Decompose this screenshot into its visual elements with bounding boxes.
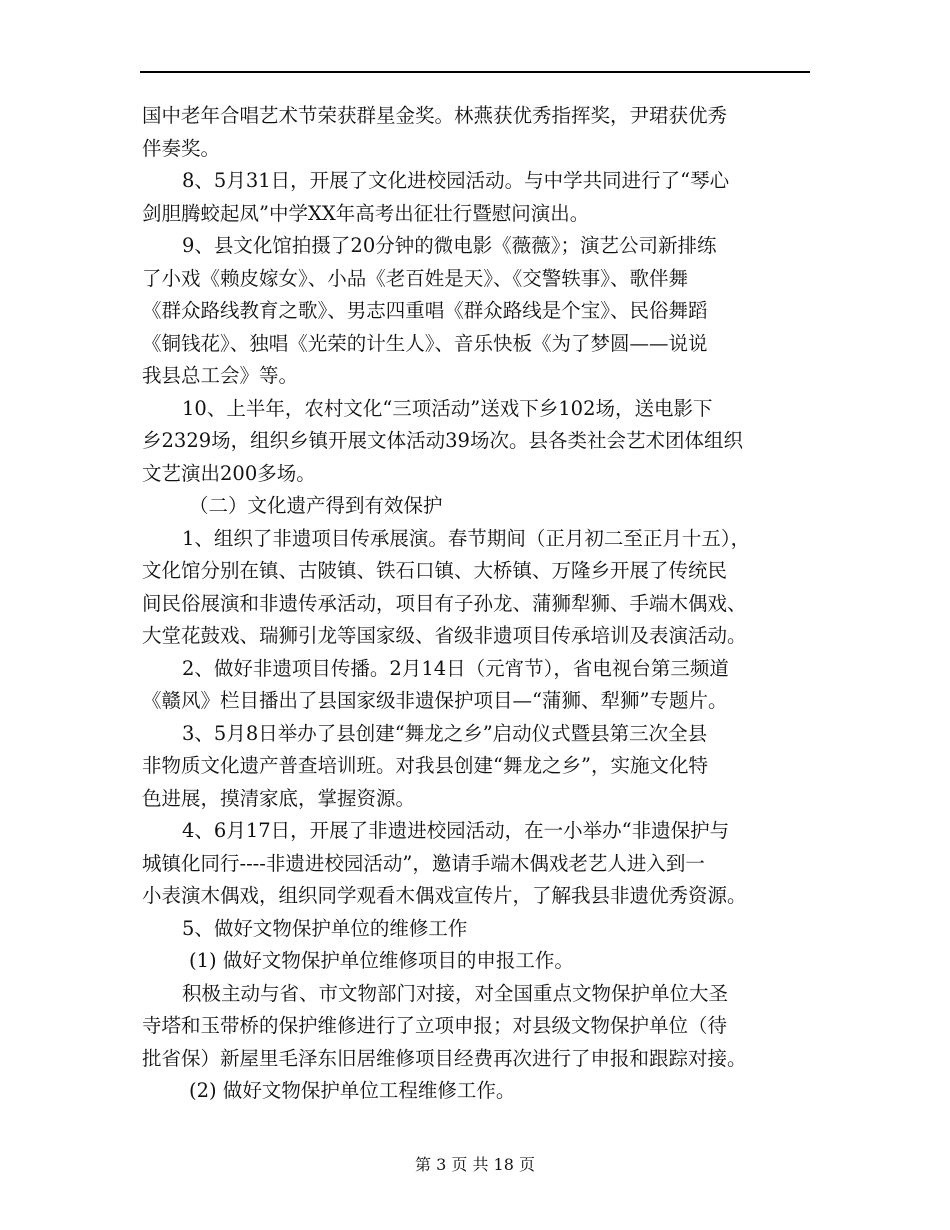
text-line: 色进展，摸清家底，掌握资源。 bbox=[142, 786, 416, 810]
text-line: 了小戏《赖皮嫁女》、小品《老百姓是天》、《交警轶事》、歌伴舞 bbox=[142, 266, 689, 290]
text-line: 10、上半年，农村文化“三项活动”送戏下乡102场，送电影下 bbox=[182, 396, 713, 420]
text-line: (1) 做好文物保护单位维修项目的申报工作。 bbox=[189, 949, 574, 972]
text-line: (2) 做好文物保护单位工程维修工作。 bbox=[189, 1079, 516, 1102]
text-line: 3、5月8日举办了县创建“舞龙之乡”启动仪式暨县第三次全县 bbox=[182, 721, 708, 745]
text-line: 《铜钱花》、独唱《光荣的计生人》、音乐快板《为了梦圆——说说 bbox=[142, 331, 708, 355]
text-line: 积极主动与省、市文物部门对接，对全国重点文物保护单位大圣 bbox=[182, 981, 729, 1005]
text-line: 乡2329场，组织乡镇开展文体活动39场次。县各类社会艺术团体组织 bbox=[142, 429, 743, 452]
text-line: 非物质文化遗产普查培训班。对我县创建“舞龙之乡”，实施文化特 bbox=[142, 754, 708, 777]
text-line: 批省保）新屋里毛泽东旧居维修项目经费再次进行了申报和跟踪对接。 bbox=[142, 1046, 747, 1070]
text-line: 小表演木偶戏，组织同学观看木偶戏宣传片，了解我县非遗优秀资源。 bbox=[142, 884, 747, 907]
text-line: 文艺演出200多场。 bbox=[142, 461, 316, 485]
text-line: 1、组织了非遗项目传承展演。春节期间（正月初二至正月十五）， bbox=[182, 526, 751, 550]
document-body bbox=[142, 100, 812, 1108]
text-line: 间民俗展演和非遗传承活动，项目有子孙龙、蒲狮犁狮、手端木偶戏、 bbox=[142, 591, 747, 615]
text-line: 伴奏奖。 bbox=[142, 136, 221, 160]
text-line: （二）文化遗产得到有效保护 bbox=[189, 494, 443, 517]
text-line: 《赣风》栏目播出了县国家级非遗保护项目—“蒲狮、犁狮”专题片。 bbox=[142, 689, 728, 712]
text-line: 国中老年合唱艺术节荣获群星金奖。林燕获优秀指挥奖，尹珺获优秀 bbox=[142, 104, 728, 127]
text-line: 文化馆分别在镇、古陂镇、铁石口镇、大桥镇、万隆乡开展了传统民 bbox=[142, 559, 728, 582]
text-line: 我县总工会》等。 bbox=[142, 364, 299, 387]
text-line: 5、做好文物保护单位的维修工作 bbox=[182, 916, 468, 940]
text-line: 大堂花鼓戏、瑞狮引龙等国家级、省级非遗项目传承培训及表演活动。 bbox=[142, 624, 747, 647]
text-line: 城镇化同行----非遗进校园活动”，邀请手端木偶戏老艺人进入到一 bbox=[142, 851, 705, 875]
header-rule bbox=[140, 71, 810, 73]
page-footer: 第 3 页 共 18 页 bbox=[415, 1155, 535, 1174]
text-line: 《群众路线教育之歌》、男志四重唱《群众路线是个宝》、民俗舞蹈 bbox=[142, 299, 708, 322]
text-line: 剑胆腾蛟起凤”中学XX年高考出征壮行暨慰问演出。 bbox=[142, 201, 590, 225]
text-line: 寺塔和玉带桥的保护维修进行了立项申报；对县级文物保护单位（待 bbox=[142, 1014, 728, 1037]
text-line: 2、做好非遗项目传播。2月14日（元宵节），省电视台第三频道 bbox=[182, 656, 729, 680]
text-line: 9、县文化馆拍摄了20分钟的微电影《薇薇》；演艺公司新排练 bbox=[182, 234, 717, 257]
text-line: 4、6月17日，开展了非遗进校园活动，在一小举办“非遗保护与 bbox=[182, 819, 730, 842]
text-line: 8、5月31日，开展了文化进校园活动。与中学共同进行了“琴心 bbox=[182, 169, 730, 192]
